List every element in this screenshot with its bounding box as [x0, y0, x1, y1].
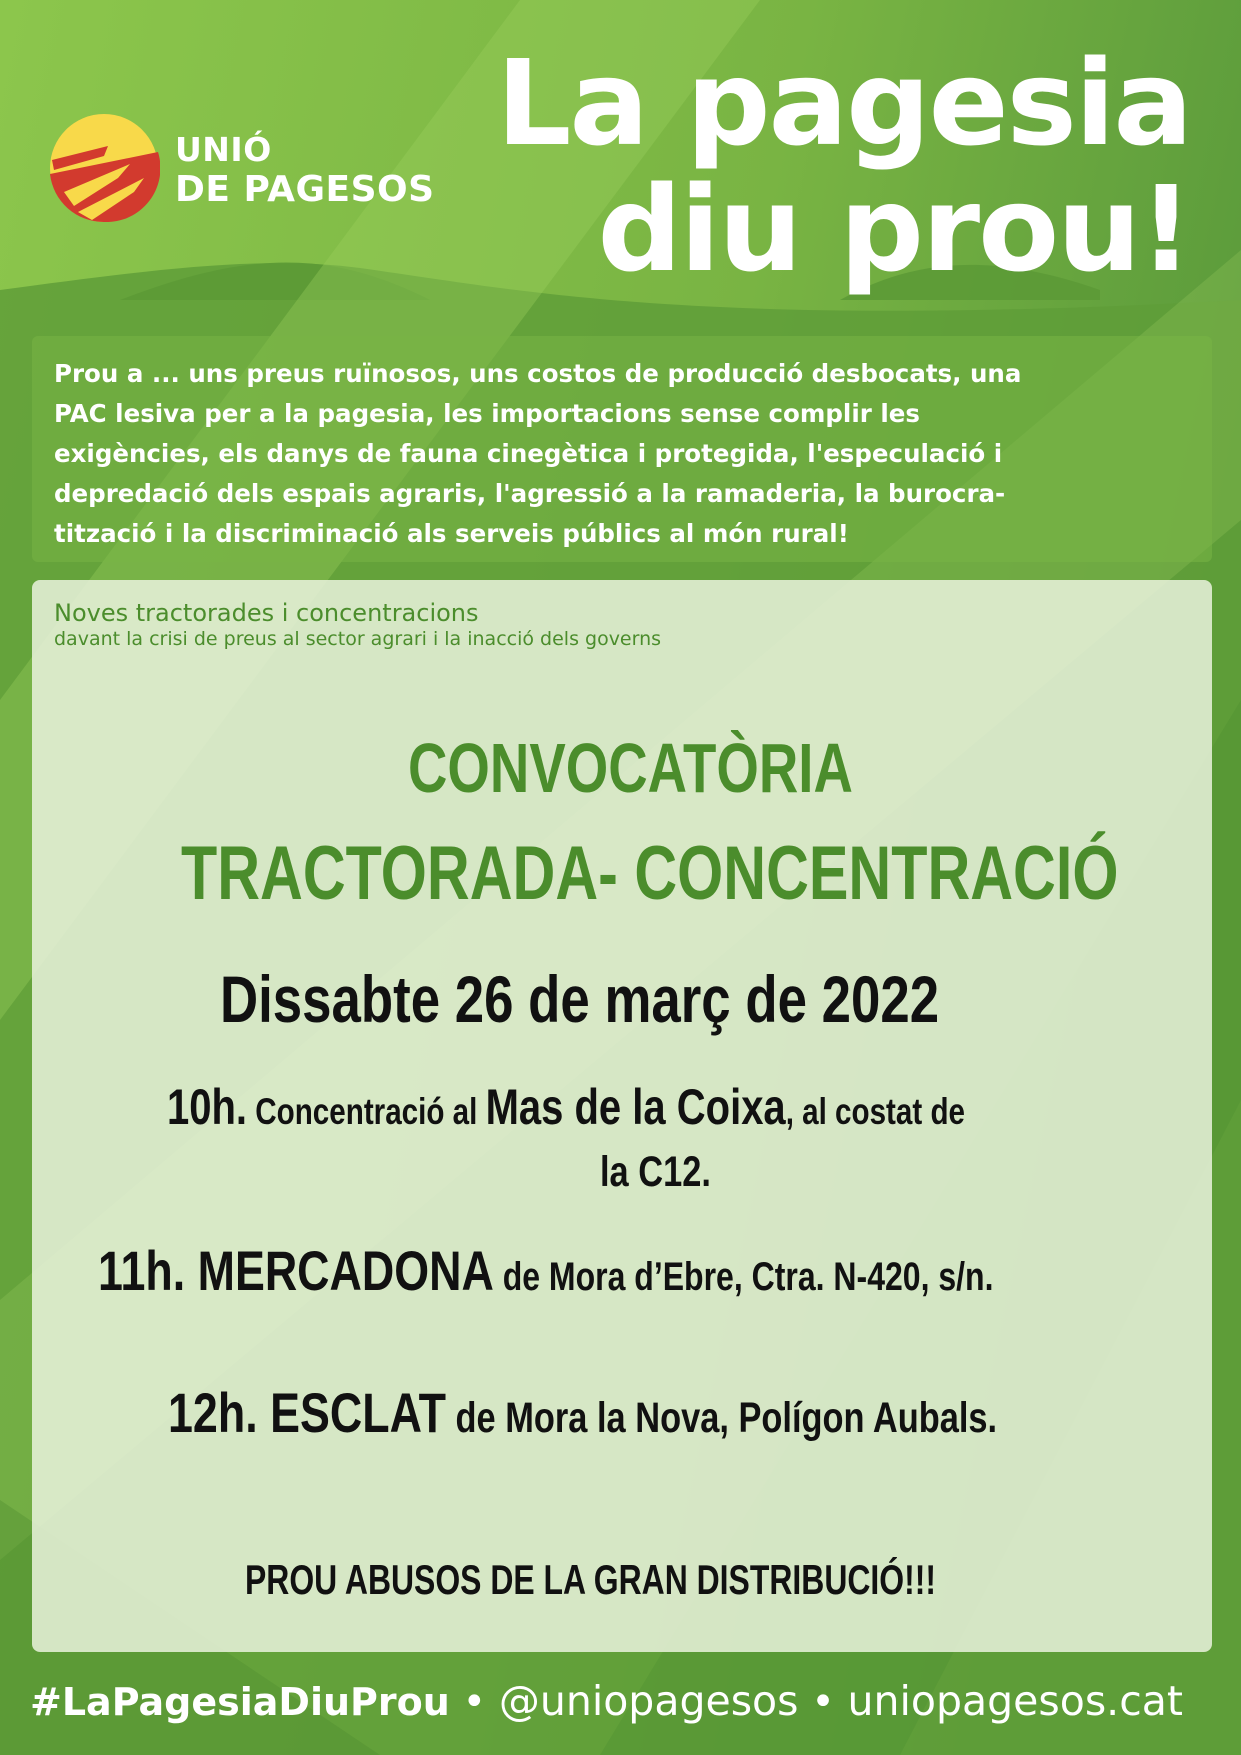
- kicker: [54, 600, 661, 652]
- event-place: ESCLAT: [270, 1381, 446, 1444]
- event-place: Mas de la Coixa: [485, 1079, 786, 1135]
- social-handle-link[interactable]: @uniopagesos: [498, 1677, 799, 1725]
- hashtag-link[interactable]: #LaPagesiaDiuProu: [30, 1680, 450, 1724]
- intro-line: depredació dels espais agraris, l'agressió a la ramaderia, la burocra-: [54, 479, 1006, 508]
- announcement-panel: [32, 580, 1212, 1652]
- kicker-line1: Noves tractorades i concentracions: [54, 599, 479, 627]
- logo-line1: UNIÓ: [175, 130, 272, 169]
- event-item: 12h. ESCLAT de Mora la Nova, Polígon Aubals.: [168, 1381, 998, 1444]
- slogan: PROU ABUSOS DE LA GRAN DISTRIBUCIÓ!!!: [245, 1556, 937, 1603]
- intro-box: [32, 336, 1212, 562]
- event-time: 11h.: [98, 1239, 198, 1302]
- call-subtitle: TRACTORADA- CONCENTRACIÓ: [181, 831, 1119, 916]
- event-place: MERCADONA: [197, 1239, 494, 1302]
- website-link[interactable]: uniopagesos.cat: [847, 1677, 1183, 1725]
- event-date: Dissabte 26 de març de 2022: [220, 962, 940, 1036]
- logo-wordmark: [175, 130, 435, 210]
- event-item-continued: la C12.: [600, 1148, 711, 1196]
- separator: •: [798, 1679, 848, 1725]
- headline: [491, 34, 1191, 298]
- event-item: 10h. Concentració al Mas de la Coixa, al costat de: [167, 1079, 965, 1135]
- headline-line2: diu prou!: [597, 160, 1191, 298]
- footer: [30, 1677, 1183, 1725]
- intro-lead: Prou a ...: [54, 359, 180, 388]
- event-item: 11h. MERCADONA de Mora d’Ebre, Ctra. N-420, s/n.: [98, 1239, 994, 1302]
- event-time: 10h.: [167, 1079, 248, 1135]
- intro-line: PAC lesiva per a la pagesia, les importacions sense complir les: [54, 399, 920, 428]
- call-title: CONVOCATÒRIA: [408, 729, 853, 807]
- kicker-line2: davant la crisi de preus al sector agrari i la inacció dels governs: [54, 628, 662, 650]
- logo-line2: DE PAGESOS: [175, 169, 435, 210]
- intro-line: tització i la discriminació als serveis públics al món rural!: [54, 519, 849, 548]
- intro-line: exigències, els danys de fauna cinegètica i protegida, l'especulació i: [54, 439, 1003, 468]
- event-time: 12h.: [168, 1381, 271, 1444]
- separator: •: [449, 1679, 499, 1725]
- sun-field-icon: [48, 112, 160, 224]
- intro-line: Prou a ... uns preus ruïnosos, uns costos de producció desbocats, una: [54, 359, 1022, 388]
- headline-line1: La pagesia: [496, 34, 1191, 172]
